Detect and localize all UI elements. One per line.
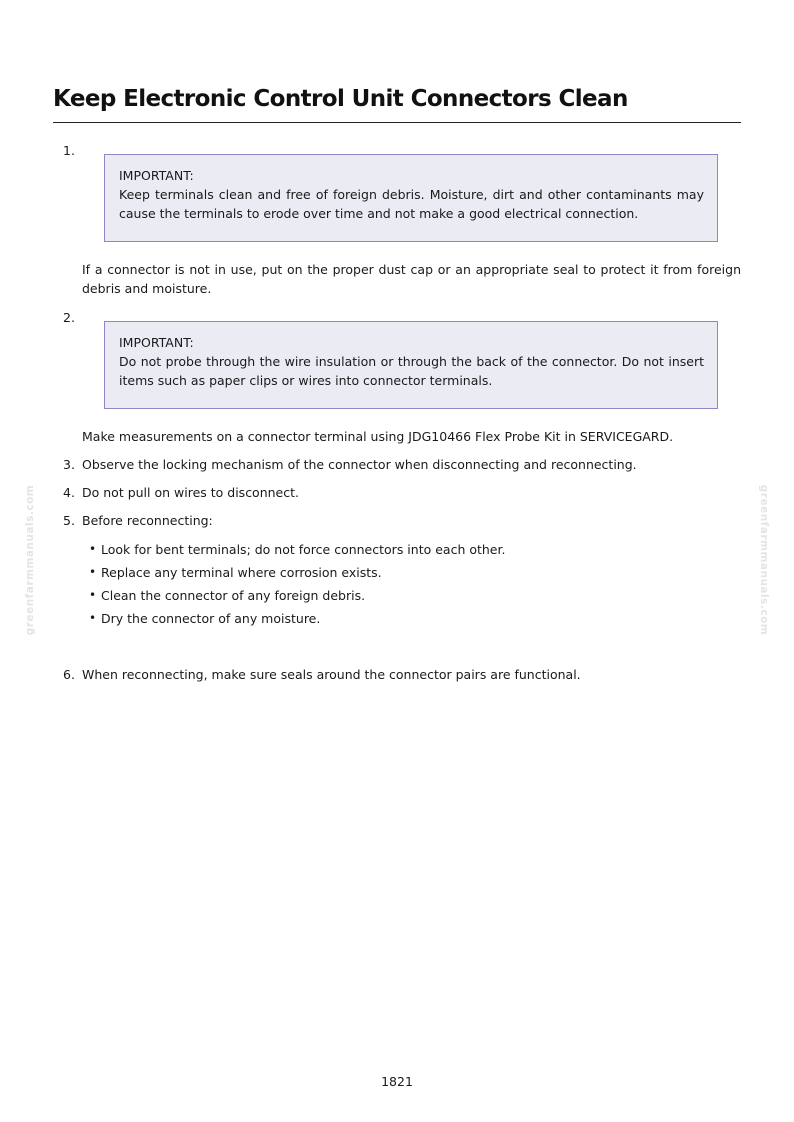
bullet-icon: •: [89, 611, 97, 625]
watermark-left: greenfarmmanuals.com: [24, 484, 36, 636]
step-number-3: 3.: [63, 457, 75, 472]
title-rule: [53, 122, 741, 123]
step-text-3: Observe the locking mechanism of the connector when disconnecting and reconnecting.: [82, 457, 637, 472]
step-text-5: Before reconnecting:: [82, 513, 213, 528]
important-label-1: IMPORTANT:: [119, 168, 194, 183]
step-number-1: 1.: [63, 143, 75, 158]
step-number-2: 2.: [63, 310, 75, 325]
step-text-2: Make measurements on a connector terminal using JDG10466 Flex Probe Kit in SERVICEGARD.: [82, 429, 674, 444]
important-text-1: Keep terminals clean and free of foreign debris. Moisture, dirt and other contaminants may cause the terminals to erode over time and not make a good electrical connection.: [119, 187, 704, 221]
watermark-right: greenfarmmanuals.com: [758, 484, 770, 636]
step-number-6: 6.: [63, 667, 75, 682]
bullet-icon: •: [89, 565, 97, 579]
bullet-text: Clean the connector of any foreign debris.: [101, 588, 366, 603]
step-text-4: Do not pull on wires to disconnect.: [82, 485, 299, 500]
step-number-5: 5.: [63, 513, 75, 528]
step-text-1: If a connector is not in use, put on the proper dust cap or an appropriate seal to protect it from foreign debris and moisture.: [82, 262, 741, 296]
bullet-text: Dry the connector of any moisture.: [101, 611, 321, 626]
bullet-text: Look for bent terminals; do not force connectors into each other.: [101, 542, 506, 557]
step-number-4: 4.: [63, 485, 75, 500]
bullet-icon: •: [89, 542, 97, 556]
important-text-2: Do not probe through the wire insulation or through the back of the connector. Do not insert items such as paper clips or wires into connector terminals.: [119, 354, 704, 388]
important-label-2: IMPORTANT:: [119, 335, 194, 350]
bullet-text: Replace any terminal where corrosion exists.: [101, 565, 382, 580]
step-text-6: When reconnecting, make sure seals around the connector pairs are functional.: [82, 667, 581, 682]
page-title: Keep Electronic Control Unit Connectors Clean: [53, 86, 628, 112]
bullet-icon: •: [89, 588, 97, 602]
page-number: 1821: [381, 1074, 413, 1089]
important-note-1: [104, 154, 718, 242]
important-note-2: [104, 321, 718, 409]
